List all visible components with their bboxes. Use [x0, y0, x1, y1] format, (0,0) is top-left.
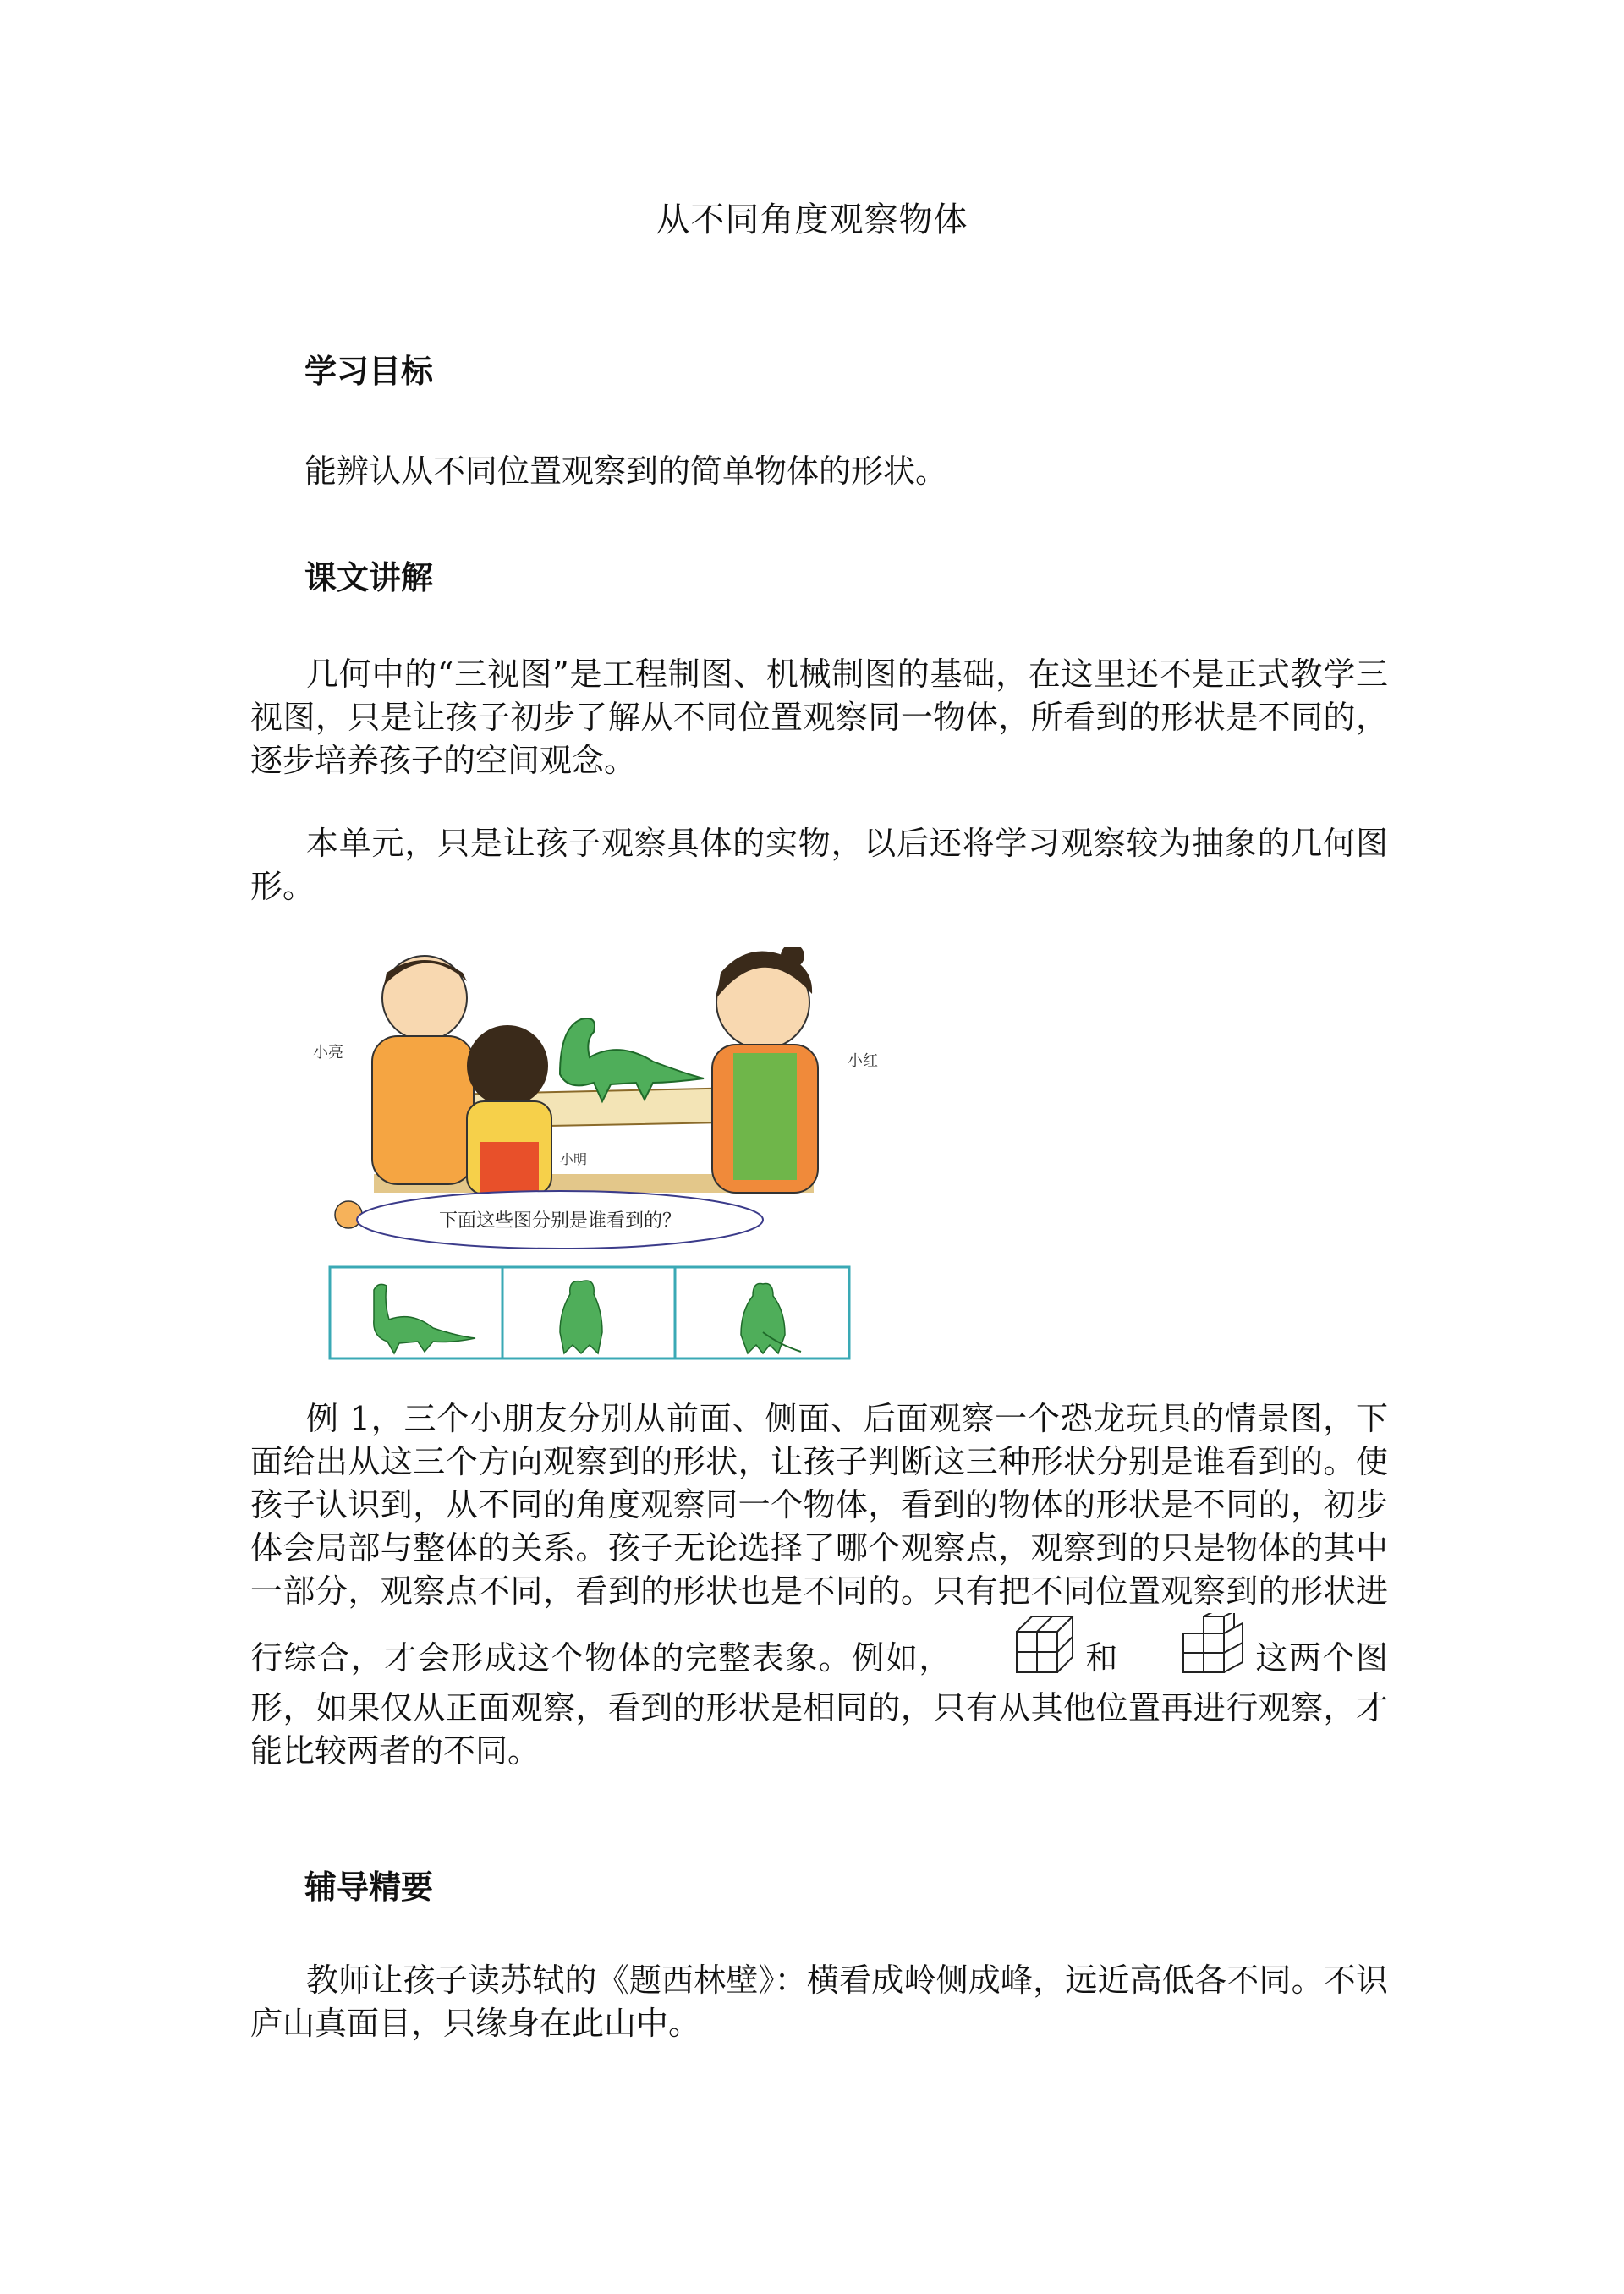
cube-figure-2-icon [1124, 1613, 1249, 1687]
dinosaur-observation-illustration [306, 947, 898, 1367]
lecture-paragraph-1: 几何中的“三视图”是工程制图、机械制图的基础，在这里还不是正式教学三视图，只是让孩子初步了解从不同位置观察同一物体，所看到的形状是不同的，逐步培养孩子的空间观念。 [250, 656, 1388, 779]
girl-right-vest [733, 1053, 797, 1180]
label-xiaohong: 小红 [848, 1052, 878, 1070]
example-text-and: 和 [1084, 1639, 1119, 1677]
example-text-after: 这两个图形，如果仅从正面观察，看到的形状是相同的，只有从其他位置再进行观察，才能比较两者的不同。 [250, 1639, 1388, 1770]
boy-center-overalls [480, 1142, 539, 1193]
section-heading-goal: 学习目标 [304, 353, 434, 390]
small-character-icon [335, 1201, 362, 1228]
section-heading-lecture: 课文讲解 [304, 559, 434, 596]
boy-center-head [467, 1025, 548, 1106]
lecture-example-paragraph [250, 1397, 1388, 1773]
label-xiaoming: 小明 [560, 1151, 588, 1167]
speech-text: 下面这些图分别是谁看到的？ [438, 1210, 682, 1232]
cube-figure-1-icon [957, 1613, 1079, 1687]
example-text-before: 例 1，三个小朋友分别从前面、侧面、后面观察一个恐龙玩具的情景图，下面给出从这三个方向观察到的形状，让孩子判断这三种形状分别是谁看到的。使孩子认识到，从不同的角度观察同一个物体，看到的物体的形状是不同的，初步体会局部与整体的关系。孩子无论选择了哪个观察点，观察到的只是物体的其中一部分，观察点不同，看到的形状也是不同的。只有把不同位置观察到的形状进行综合，才会形成这个物体的完整表象。例如， [250, 1400, 1388, 1677]
page-title: 从不同角度观察物体 [656, 200, 968, 239]
goal-text: 能辨认从不同位置观察到的简单物体的形状。 [304, 453, 948, 490]
lecture-paragraph-2: 本单元，只是让孩子观察具体的实物，以后还将学习观察较为抽象的几何图形。 [250, 825, 1388, 905]
label-xiaoliang: 小亮 [313, 1044, 343, 1062]
boy-left-body [372, 1036, 474, 1184]
illustration-svg [306, 947, 898, 1367]
section-heading-guidance: 辅导精要 [304, 1869, 434, 1906]
guidance-text: 教师让孩子读苏轼的《题西林壁》：横看成岭侧成峰，远近高低各不同。不识庐山真面目，只缘身在此山中。 [250, 1962, 1388, 2042]
